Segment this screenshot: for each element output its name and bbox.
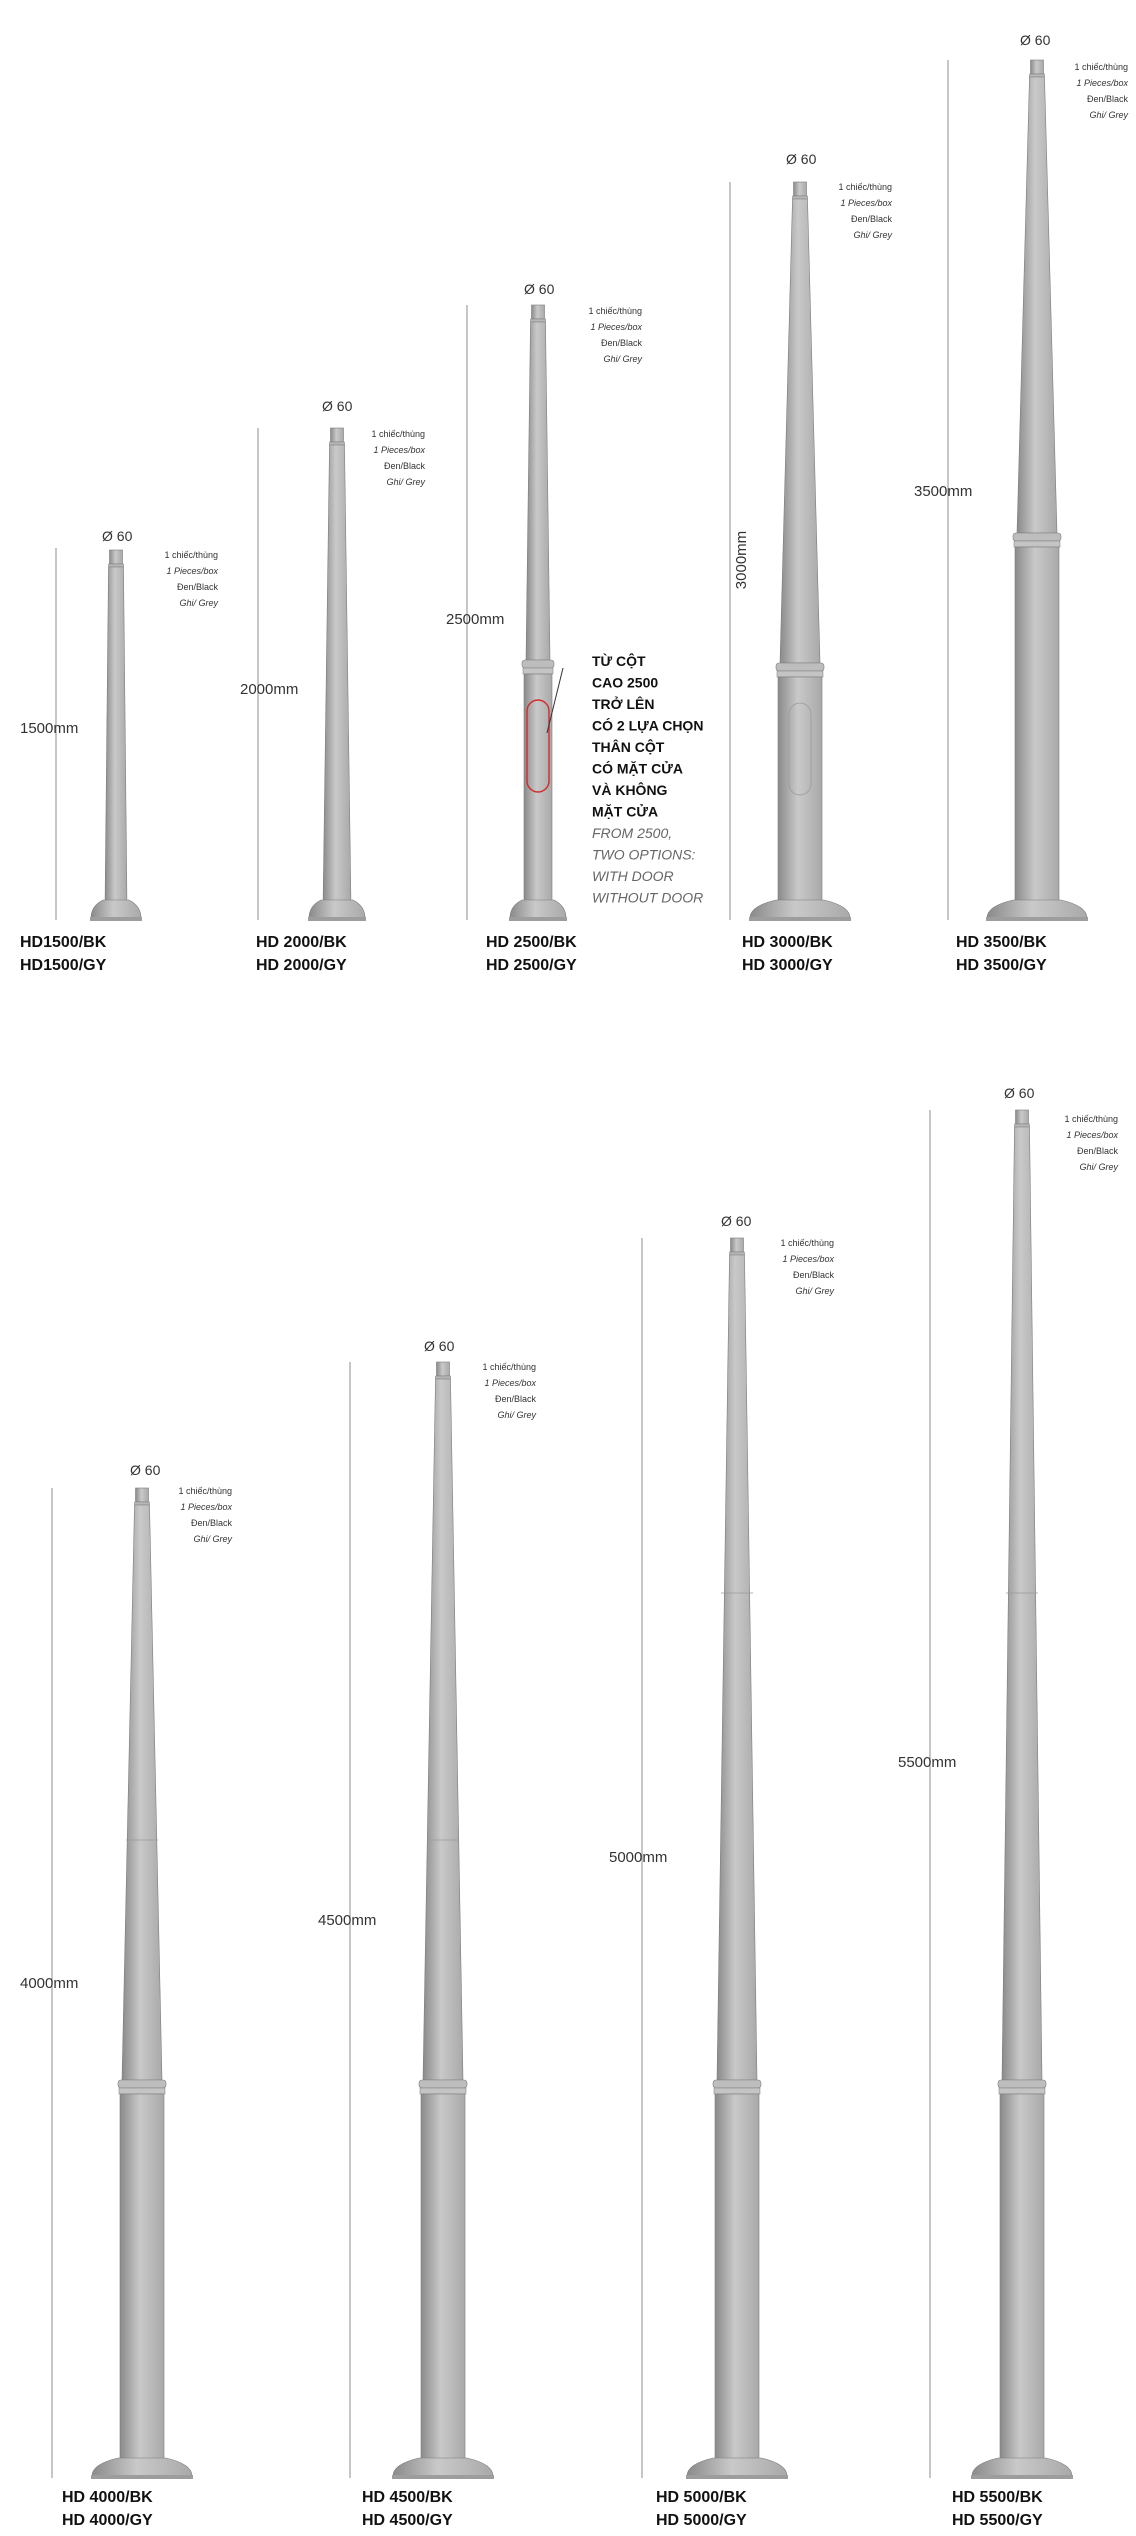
pole-body-hd5500 (971, 1110, 1073, 2479)
pole-body-hd5000 (686, 1238, 788, 2479)
door-note-en-line: TWO OPTIONS: (592, 846, 696, 863)
pole-tip (110, 550, 123, 564)
product-code-bk-hd3000: HD 3000/BK (742, 934, 833, 951)
color-black-hd5000: Đen/Black (792, 1270, 834, 1280)
pole-base-plate (91, 2475, 193, 2479)
pole-tip (731, 1238, 744, 1252)
pole-collar (1013, 533, 1061, 541)
pole-upper-shaft (526, 322, 550, 660)
door-note-en-line: FROM 2500, (592, 825, 673, 841)
color-grey-hd5000: Ghi/ Grey (795, 1286, 834, 1296)
color-grey-hd4000: Ghi/ Grey (193, 1534, 232, 1544)
pole-lower-shaft (1000, 2094, 1044, 2466)
pole-body-hd1500 (90, 550, 142, 921)
pole-tip (437, 1362, 450, 1376)
door-note-en-line: WITHOUT DOOR (592, 889, 704, 906)
door-note-en-line: WITH DOOR (592, 868, 674, 884)
pole-base-plate (971, 2475, 1073, 2479)
pole-tip-ring (730, 1252, 745, 1255)
product-code-gy-hd3500: HD 3500/GY (956, 957, 1047, 974)
pole-base-plate (509, 917, 567, 921)
pole-upper-shaft (717, 1255, 757, 2080)
product-code-bk-hd4500: HD 4500/BK (362, 2489, 453, 2506)
pole-base-plate (986, 917, 1088, 921)
product-code-bk-hd2000: HD 2000/BK (256, 934, 347, 951)
pole-tip (532, 305, 545, 319)
pole-shaft (323, 445, 351, 908)
pieces-per-box-hd4000: 1 chiếc/thùng (178, 1486, 232, 1496)
color-black-hd3500: Đen/Black (1086, 94, 1128, 104)
pole-upper-shaft (1017, 77, 1057, 533)
color-black-hd2000: Đen/Black (383, 461, 425, 471)
pole-base-plate (392, 2475, 494, 2479)
pole-base-plate (686, 2475, 788, 2479)
pole-collar-ring (999, 2088, 1045, 2094)
color-grey-hd4500: Ghi/ Grey (497, 1410, 536, 1420)
pieces-per-box-en-hd4000: 1 Pieces/box (180, 1502, 232, 1512)
pieces-per-box-hd5500: 1 chiếc/thùng (1064, 1114, 1118, 1124)
pole-collar-ring (523, 668, 553, 674)
color-grey-hd2500: Ghi/ Grey (603, 354, 642, 364)
pole-base-flange (972, 2458, 1072, 2476)
pieces-per-box-hd3500: 1 chiếc/thùng (1074, 62, 1128, 72)
pieces-per-box-en-hd5000: 1 Pieces/box (782, 1254, 834, 1264)
pole-base-flange (750, 900, 850, 918)
pole-tip-ring (330, 442, 345, 445)
pole-collar (776, 663, 824, 671)
color-black-hd2500: Đen/Black (600, 338, 642, 348)
pieces-per-box-en-hd5500: 1 Pieces/box (1066, 1130, 1118, 1140)
pole-collar-ring (777, 671, 823, 677)
diameter-label-hd2000: Ø 60 (322, 398, 353, 414)
pieces-per-box-en-hd4500: 1 Pieces/box (484, 1378, 536, 1388)
product-code-bk-hd4000: HD 4000/BK (62, 2489, 153, 2506)
pole-body-hd4500 (392, 1362, 494, 2479)
color-black-hd4000: Đen/Black (190, 1518, 232, 1528)
pole-tip-ring (793, 196, 808, 199)
pole-hd5500 (898, 1085, 1118, 2529)
diameter-label-hd4500: Ø 60 (424, 1338, 455, 1354)
pole-lower-shaft (120, 2094, 164, 2466)
door-note-vi-line: VÀ KHÔNG (592, 782, 668, 798)
pole-collar (118, 2080, 166, 2088)
pole-upper-shaft (122, 1505, 162, 2080)
pole-lower-shaft (421, 2094, 465, 2466)
pole-tip-ring (1015, 1124, 1030, 1127)
color-grey-hd3000: Ghi/ Grey (853, 230, 892, 240)
product-code-gy-hd5500: HD 5500/GY (952, 2512, 1043, 2529)
pole-tip-ring (436, 1376, 451, 1379)
diameter-label-hd3500: Ø 60 (1020, 32, 1051, 48)
pole-collar-ring (1014, 541, 1060, 547)
pole-hd2500 (446, 281, 703, 974)
door-note-vi-line: CÓ MẶT CỬA (592, 760, 683, 777)
pole-lower-shaft (715, 2094, 759, 2466)
product-code-gy-hd2500: HD 2500/GY (486, 957, 577, 974)
pole-tip (794, 182, 807, 196)
color-grey-hd1500: Ghi/ Grey (179, 598, 218, 608)
diameter-label-hd3000: Ø 60 (786, 151, 817, 167)
pole-lower-shaft (778, 677, 822, 908)
pole-upper-shaft (780, 199, 820, 663)
pole-body-hd2000 (308, 428, 366, 921)
product-code-gy-hd4000: HD 4000/GY (62, 2512, 153, 2529)
pole-base-plate (308, 917, 366, 921)
pole-base-flange (687, 2458, 787, 2476)
pole-body-hd2500 (509, 305, 567, 921)
product-code-bk-hd5000: HD 5000/BK (656, 2489, 747, 2506)
pole-tip (136, 1488, 149, 1502)
diameter-label-hd1500: Ø 60 (102, 528, 133, 544)
color-black-hd4500: Đen/Black (494, 1394, 536, 1404)
product-code-bk-hd2500: HD 2500/BK (486, 934, 577, 951)
pole-base-flange (393, 2458, 493, 2476)
pole-tip-ring (1030, 74, 1045, 77)
pieces-per-box-hd2500: 1 chiếc/thùng (588, 306, 642, 316)
pole-body-hd3500 (986, 60, 1088, 921)
pole-collar (522, 660, 554, 668)
pole-hd1500 (20, 528, 218, 974)
pieces-per-box-hd1500: 1 chiếc/thùng (164, 550, 218, 560)
pole-hd2000 (240, 398, 425, 974)
height-label-hd4000: 4000mm (20, 1975, 79, 1992)
pole-tip-ring (135, 1502, 150, 1505)
door-note-vi-line: THÂN CỘT (592, 739, 665, 755)
color-grey-hd3500: Ghi/ Grey (1089, 110, 1128, 120)
pieces-per-box-en-hd2500: 1 Pieces/box (590, 322, 642, 332)
door-note-vi-line: CÓ 2 LỰA CHỌN (592, 717, 704, 734)
diameter-label-hd2500: Ø 60 (524, 281, 555, 297)
pole-collar-ring (420, 2088, 466, 2094)
pole-tip (1031, 60, 1044, 74)
pieces-per-box-en-hd2000: 1 Pieces/box (373, 445, 425, 455)
pole-tip-ring (531, 319, 546, 322)
color-black-hd1500: Đen/Black (176, 582, 218, 592)
color-black-hd3000: Đen/Black (850, 214, 892, 224)
diameter-label-hd5000: Ø 60 (721, 1213, 752, 1229)
height-label-hd3500: 3500mm (914, 483, 973, 500)
height-label-hd2000: 2000mm (240, 681, 299, 698)
pole-base-plate (90, 917, 142, 921)
diameter-label-hd5500: Ø 60 (1004, 1085, 1035, 1101)
pole-tip (1016, 1110, 1029, 1124)
product-code-bk-hd1500: HD1500/BK (20, 934, 107, 951)
door-note-vi-line: TỪ CỘT (592, 653, 646, 669)
pole-hd5000 (609, 1213, 834, 2529)
pole-collar (419, 2080, 467, 2088)
door-note (592, 652, 703, 906)
pieces-per-box-hd5000: 1 chiếc/thùng (780, 1238, 834, 1248)
color-grey-hd5500: Ghi/ Grey (1079, 1162, 1118, 1172)
height-label-hd5500: 5500mm (898, 1754, 957, 1771)
pole-lower-shaft (524, 674, 552, 908)
pole-shaft (105, 567, 127, 908)
pole-collar (998, 2080, 1046, 2088)
product-code-gy-hd4500: HD 4500/GY (362, 2512, 453, 2529)
diameter-label-hd4000: Ø 60 (130, 1462, 161, 1478)
product-code-bk-hd3500: HD 3500/BK (956, 934, 1047, 951)
pole-base-flange (309, 900, 365, 918)
pole-base-plate (749, 917, 851, 921)
pole-body-hd3000 (749, 182, 851, 921)
pole-hd3000 (730, 151, 892, 974)
color-grey-hd2000: Ghi/ Grey (386, 477, 425, 487)
pieces-per-box-en-hd3000: 1 Pieces/box (840, 198, 892, 208)
height-label-hd4500: 4500mm (318, 1912, 377, 1929)
product-code-gy-hd3000: HD 3000/GY (742, 957, 833, 974)
pole-upper-shaft (1002, 1127, 1042, 2080)
pieces-per-box-hd3000: 1 chiếc/thùng (838, 182, 892, 192)
pole-lower-shaft (1015, 547, 1059, 908)
pole-base-flange (92, 2458, 192, 2476)
product-code-gy-hd5000: HD 5000/GY (656, 2512, 747, 2529)
pieces-per-box-hd2000: 1 chiếc/thùng (371, 429, 425, 439)
pieces-per-box-hd4500: 1 chiếc/thùng (482, 1362, 536, 1372)
pole-collar-ring (119, 2088, 165, 2094)
pieces-per-box-en-hd3500: 1 Pieces/box (1076, 78, 1128, 88)
pole-base-flange (91, 900, 141, 918)
pole-hd4000 (20, 1462, 232, 2529)
product-code-gy-hd1500: HD1500/GY (20, 957, 107, 974)
product-code-gy-hd2000: HD 2000/GY (256, 957, 347, 974)
height-label-hd3000: 3000mm (733, 530, 750, 590)
pole-hd4500 (318, 1338, 536, 2529)
door-note-vi-line: MẶT CỬA (592, 803, 659, 820)
product-code-bk-hd5500: HD 5500/BK (952, 2489, 1043, 2506)
pole-upper-shaft (423, 1379, 463, 2080)
color-black-hd5500: Đen/Black (1076, 1146, 1118, 1156)
door-note-vi-line: CAO 2500 (592, 674, 659, 691)
pole-hd3500 (914, 32, 1128, 974)
height-label-hd2500: 2500mm (446, 611, 505, 628)
pieces-per-box-en-hd1500: 1 Pieces/box (166, 566, 218, 576)
pole-base-flange (987, 900, 1087, 918)
pole-tip (331, 428, 344, 442)
pole-collar-ring (714, 2088, 760, 2094)
door-note-vi-line: TRỞ LÊN (592, 696, 655, 712)
pole-base-flange (510, 900, 566, 918)
pole-collar (713, 2080, 761, 2088)
pole-tip-ring (109, 564, 124, 567)
height-label-hd1500: 1500mm (20, 720, 79, 737)
height-label-hd5000: 5000mm (609, 1849, 668, 1866)
pole-body-hd4000 (91, 1488, 193, 2479)
